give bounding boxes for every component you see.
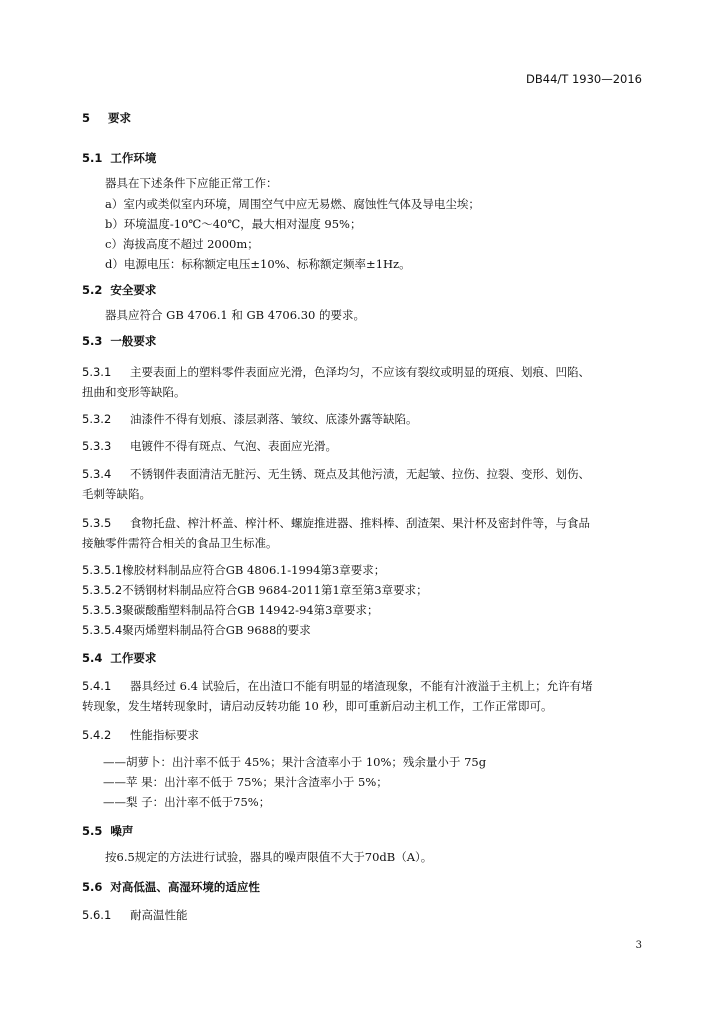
section-title: 一般要求	[110, 334, 157, 348]
clause-5-6-1	[82, 907, 188, 923]
section-number: 5.1	[82, 151, 103, 165]
clause-number: 5.3.5.1	[82, 563, 123, 577]
page-number: 3	[635, 940, 642, 951]
clause-5-3-3	[82, 438, 337, 454]
section-title: 工作环境	[110, 151, 157, 165]
clause-text: 食物托盘、榨汁杯盖、榨汁杯、螺旋推进器、推料棒、刮渣架、果汁杯及密封件等，与食品	[130, 516, 590, 530]
clause-number: 5.3.1	[82, 365, 112, 379]
section-5-heading	[82, 110, 131, 126]
clause-text: 电镀件不得有斑点、气泡、表面应光滑。	[130, 439, 337, 453]
clause-number: 5.4.1	[82, 679, 112, 693]
list-item: a）室内或类似室内环境，周围空气中应无易燃、腐蚀性气体及导电尘埃；	[105, 197, 480, 211]
clause-number: 5.6.1	[82, 908, 112, 922]
list-item: d）电源电压：标称额定电压±10%、标称额定频率±1Hz。	[105, 257, 411, 271]
section-number: 5.4	[82, 651, 103, 665]
list-item: ——梨 子：出汁率不低于75%；	[103, 795, 271, 809]
section-title: 安全要求	[110, 283, 157, 297]
clause-number: 5.3.4	[82, 467, 112, 481]
list-item: b）环境温度-10℃～40℃，最大相对湿度 95%；	[105, 217, 362, 231]
clause-text: 聚丙烯塑料制品符合GB 9688的要求	[122, 623, 311, 637]
clause-text: 不锈钢材料制品应符合GB 9684-2011第1章至第3章要求；	[122, 583, 428, 597]
section-5-5-heading	[82, 823, 133, 839]
clause-number: 5.3.5.4	[82, 623, 123, 637]
clause-number: 5.3.3	[82, 439, 112, 453]
section-number: 5.2	[82, 283, 103, 297]
clause-number: 5.3.5.3	[82, 603, 123, 617]
clause-text: 橡胶材料制品应符合GB 4806.1-1994第3章要求；	[122, 563, 386, 577]
clause-5-4-2	[82, 727, 199, 743]
paragraph: 器具在下述条件下应能正常工作：	[105, 176, 278, 190]
clause-text-continued: 毛刺等缺陷。	[82, 487, 151, 501]
document-code: DB44/T 1930—2016	[526, 72, 642, 86]
subclause-5-3-5-4	[82, 622, 311, 638]
section-title: 对高低温、高湿环境的适应性	[110, 880, 260, 894]
clause-5-3-5	[82, 515, 590, 531]
clause-text-continued: 接触零件需符合相关的食品卫生标准。	[82, 536, 278, 550]
clause-text: 聚碳酸酯塑料制品符合GB 14942-94第3章要求；	[122, 603, 379, 617]
clause-number: 5.3.2	[82, 412, 112, 426]
clause-text: 油漆件不得有划痕、漆层剥落、皱纹、底漆外露等缺陷。	[130, 412, 418, 426]
clause-text: 器具经过 6.4 试验后，在出渣口不能有明显的堵渣现象，不能有汁液溢于主机上；允许有堵	[130, 679, 593, 693]
clause-text: 不锈钢件表面清洁无脏污、无生锈、斑点及其他污渍，无起皱、拉伤、拉裂、变形、划伤、	[130, 467, 590, 481]
clause-5-3-4	[82, 466, 590, 482]
subclause-5-3-5-1	[82, 562, 385, 578]
section-title: 要求	[108, 111, 132, 125]
section-5-3-heading	[82, 333, 156, 349]
list-item: ——苹 果：出汁率不低于 75%；果汁含渣率小于 5%；	[103, 775, 388, 789]
section-number: 5	[82, 111, 91, 125]
subclause-5-3-5-3	[82, 602, 378, 618]
section-number: 5.3	[82, 334, 103, 348]
section-number: 5.6	[82, 880, 103, 894]
clause-number: 5.3.5.2	[82, 583, 123, 597]
section-5-6-heading	[82, 879, 260, 895]
clause-text-continued: 扭曲和变形等缺陷。	[82, 385, 186, 399]
clause-5-4-1	[82, 678, 593, 694]
section-number: 5.5	[82, 824, 103, 838]
section-title: 工作要求	[110, 651, 157, 665]
subclause-5-3-5-2	[82, 582, 428, 598]
clause-text: 耐高温性能	[130, 908, 188, 922]
clause-text: 主要表面上的塑料零件表面应光滑，色泽均匀，不应该有裂纹或明显的斑痕、划痕、凹陷、	[130, 365, 590, 379]
clause-number: 5.3.5	[82, 516, 112, 530]
section-5-4-heading	[82, 650, 156, 666]
list-item: ——胡萝卜：出汁率不低于 45%；果汁含渣率小于 10%；残余量小于 75g	[103, 755, 487, 769]
section-title: 噪声	[110, 824, 134, 838]
clause-text-continued: 转现象，发生堵转现象时，请启动反转功能 10 秒，即可重新启动主机工作，工作正常即可。	[82, 699, 553, 713]
paragraph: 器具应符合 GB 4706.1 和 GB 4706.30 的要求。	[105, 308, 366, 322]
clause-text: 性能指标要求	[130, 728, 199, 742]
paragraph: 按6.5规定的方法进行试验，器具的噪声限值不大于70dB（A）。	[105, 850, 433, 864]
section-5-1-heading	[82, 150, 156, 166]
clause-number: 5.4.2	[82, 728, 112, 742]
list-item: c）海拔高度不超过 2000m；	[105, 237, 259, 251]
clause-5-3-1	[82, 364, 590, 380]
clause-5-3-2	[82, 411, 418, 427]
section-5-2-heading	[82, 282, 156, 298]
